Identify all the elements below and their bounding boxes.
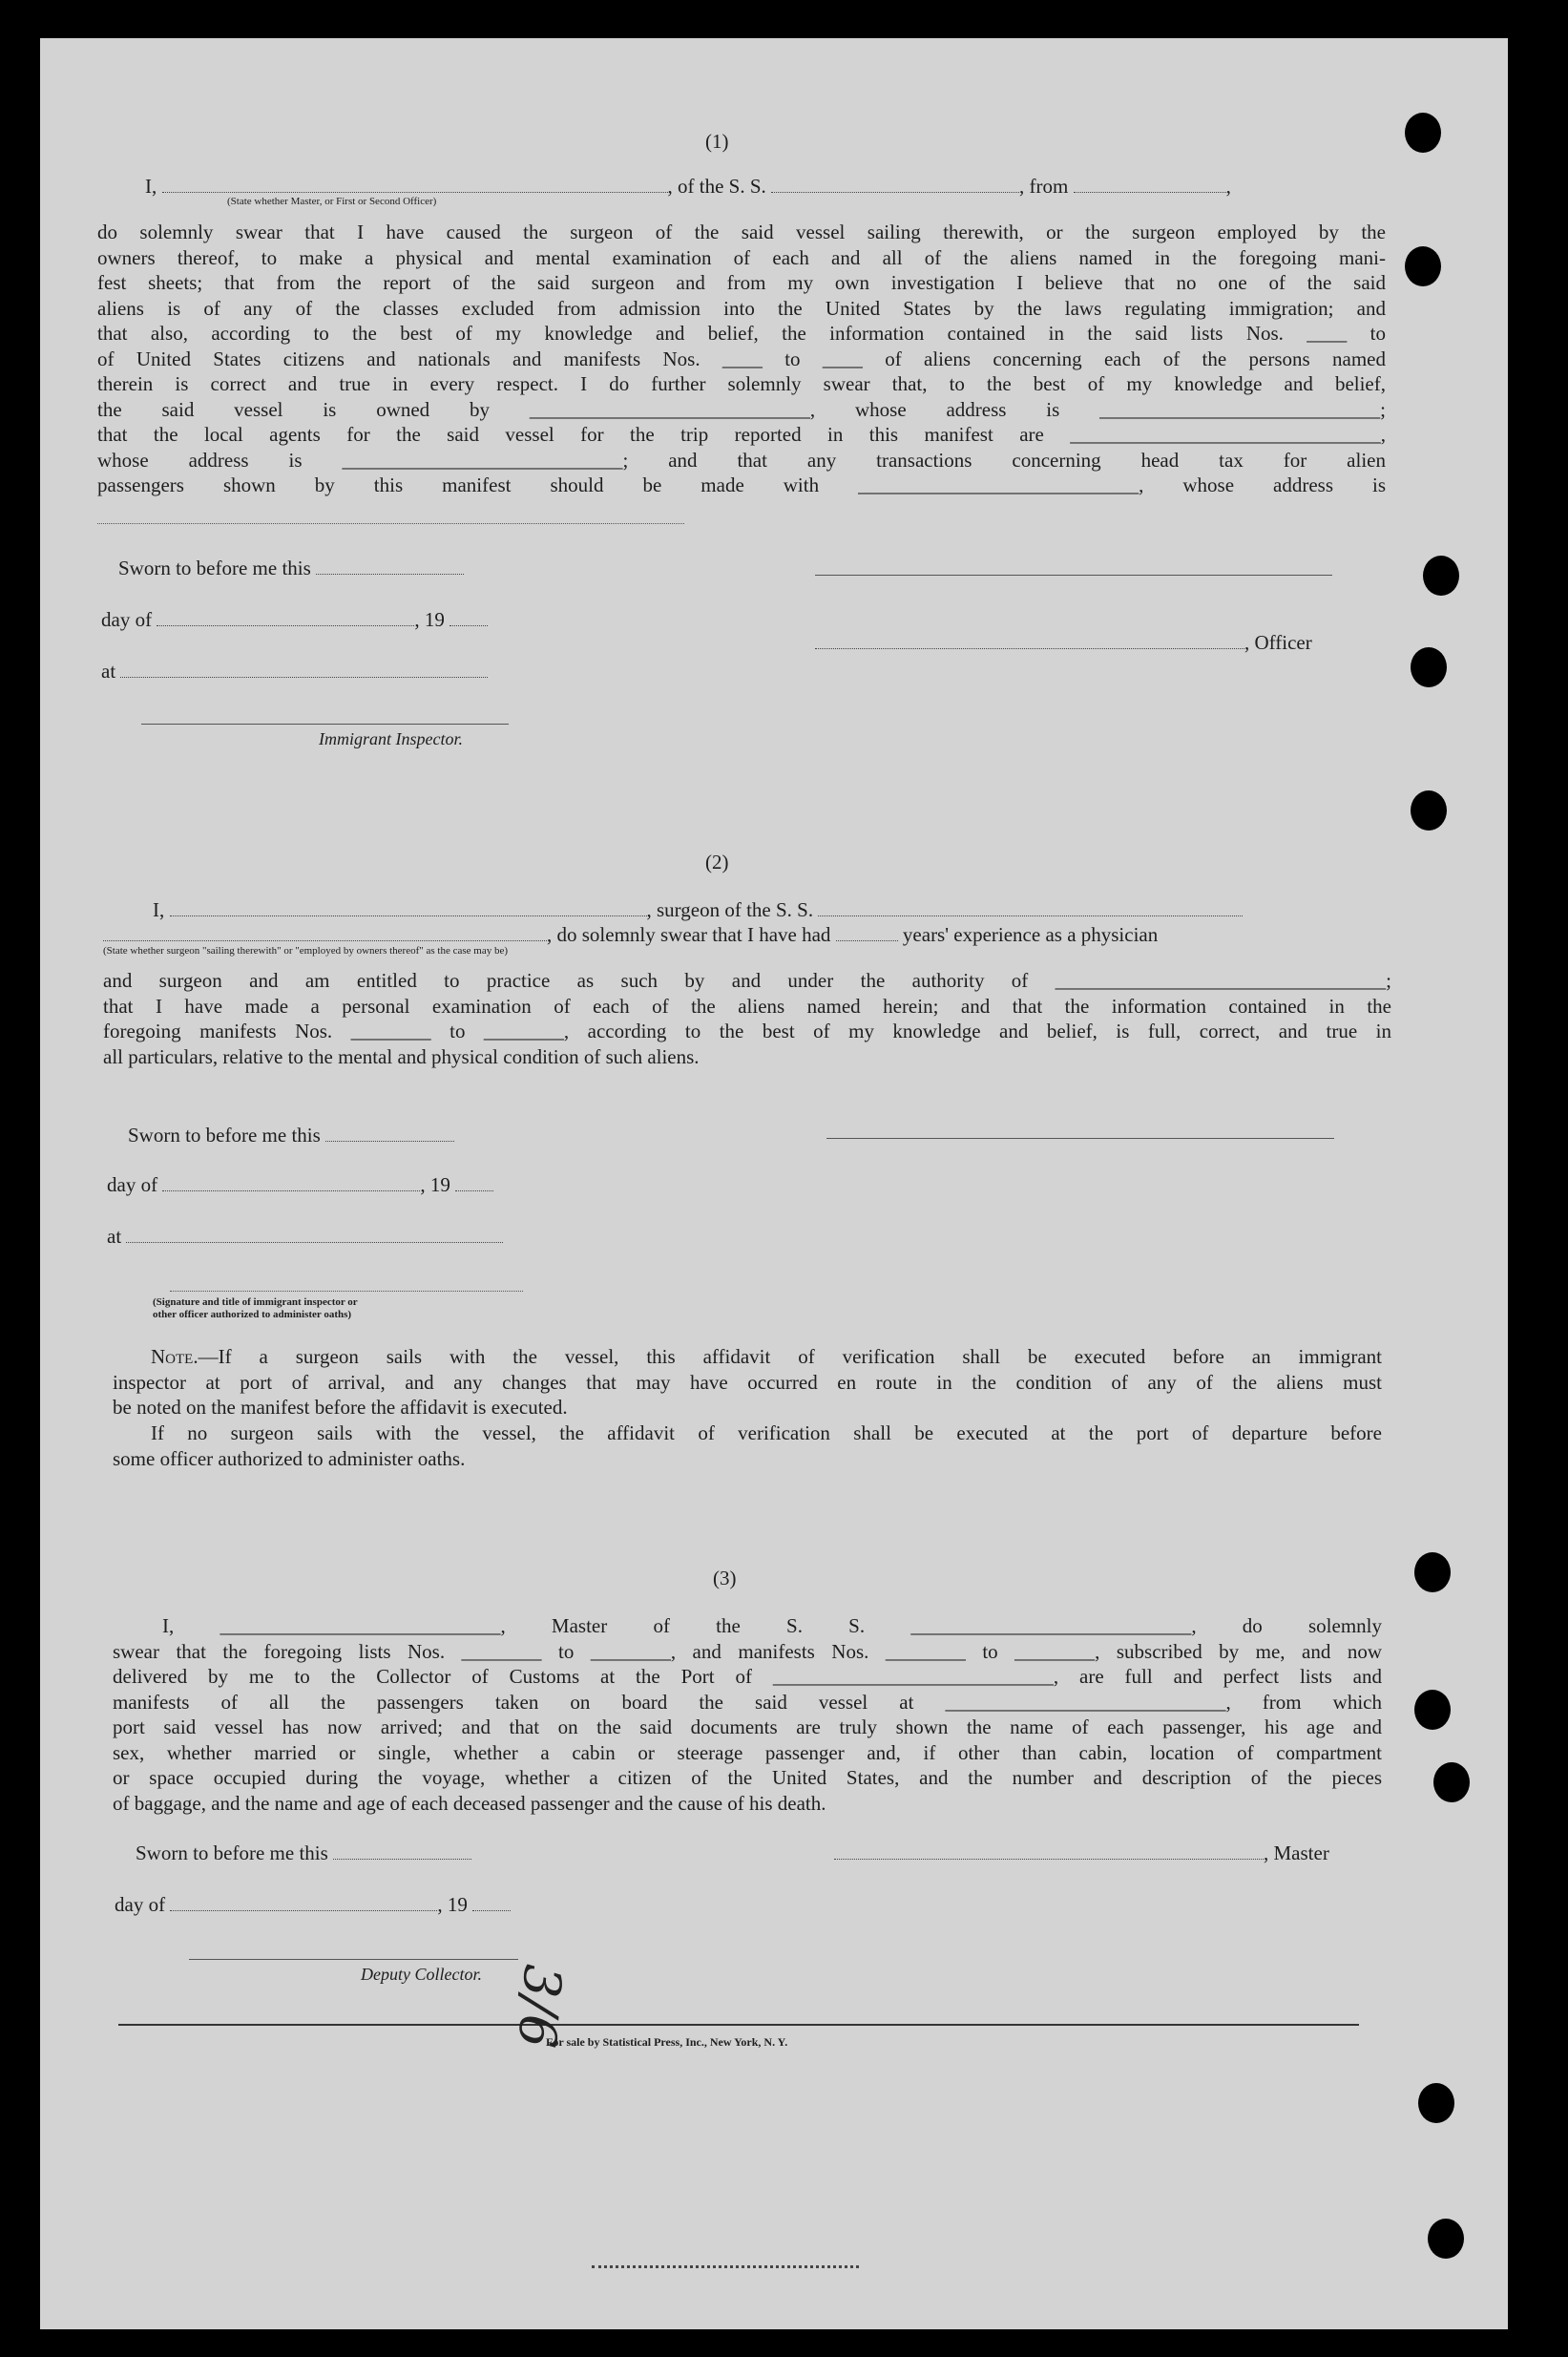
officer-signature-blank[interactable] bbox=[815, 647, 1244, 649]
punch-hole bbox=[1411, 790, 1447, 831]
section-2-surgeon-line: I, , surgeon of the S. S. bbox=[153, 897, 1243, 922]
s3-day-of-blank[interactable] bbox=[170, 1909, 437, 1911]
punch-hole bbox=[1405, 246, 1441, 286]
section-2-experience-line: , do solemnly swear that I have had years' experience as a physician bbox=[103, 922, 1158, 947]
year-blank[interactable] bbox=[449, 624, 488, 626]
section-1-at-line: at bbox=[101, 659, 488, 684]
s2-day-of-blank[interactable] bbox=[162, 1189, 420, 1191]
section-3-sworn-line: Sworn to before me this bbox=[136, 1841, 471, 1865]
section-2-note: Note.—If a surgeon sails with the vessel, this affidavit of verification shall be executed before an immigrant inspector at port of arrival, and any changes that may have occurred en route in the condition of any of the aliens must be noted on the manifest before the affidavit is executed. bbox=[113, 1345, 1382, 1419]
s2-at-place-blank[interactable] bbox=[126, 1241, 503, 1243]
section-1-address-continuation-line[interactable] bbox=[97, 523, 684, 524]
section-1-day-line: day of , 19 bbox=[101, 607, 488, 632]
collector-signature-line[interactable] bbox=[189, 1959, 518, 1960]
s2-year-blank[interactable] bbox=[455, 1189, 493, 1191]
punch-hole bbox=[1423, 556, 1459, 596]
inspector-signature-line[interactable] bbox=[141, 724, 509, 725]
master-signature-blank[interactable] bbox=[834, 1858, 1264, 1860]
section-2-signature-line[interactable] bbox=[826, 1138, 1334, 1139]
punch-hole bbox=[1418, 2083, 1454, 2123]
day-of-blank[interactable] bbox=[157, 624, 414, 626]
vessel-name-blank[interactable] bbox=[771, 191, 1019, 193]
section-2-inspector-signature-line[interactable] bbox=[170, 1291, 523, 1292]
s3-sworn-date-blank[interactable] bbox=[333, 1858, 471, 1860]
section-1-signature-line[interactable] bbox=[815, 575, 1332, 576]
printer-footer: For sale by Statistical Press, Inc., New York, N. Y. bbox=[546, 2035, 788, 2049]
section-3-number: (3) bbox=[713, 1567, 737, 1589]
inspector-caption: Immigrant Inspector. bbox=[319, 729, 463, 748]
bottom-dotted-line bbox=[592, 2249, 859, 2274]
section-2-note-2: If no surgeon sails with the vessel, the affidavit of verification shall be executed at the port of departure before some officer authorized to administer oaths. bbox=[113, 1421, 1382, 1470]
section-2-number: (2) bbox=[705, 851, 729, 873]
s3-year-blank[interactable] bbox=[472, 1909, 511, 1911]
surgeon-status-blank[interactable] bbox=[103, 939, 547, 941]
at-place-blank[interactable] bbox=[120, 676, 488, 678]
punch-hole bbox=[1433, 1762, 1470, 1802]
section-2-day-line: day of , 19 bbox=[107, 1172, 493, 1197]
form-page bbox=[40, 38, 1508, 2329]
section-3-master-signature: , Master bbox=[834, 1841, 1329, 1865]
s2-sworn-date-blank[interactable] bbox=[325, 1140, 454, 1142]
section-1-body: do solemnly swear that I have caused the surgeon of the said vessel sailing therewith, or the surgeon employed by the owners thereof, to make a physical and mental examination of each and all of the aliens named in the foregoing mani- fest sheets; that from the report of the said surgeon and from my own investigation I believe that no one of the said aliens is of any of the classes excluded from admission into the United States by the laws regulating immigration; and that also, according to the best of my knowledge and belief, the information contained in the said lists Nos. ____ to of United States citizens and nationals and manifests Nos. ____ to ____ of aliens concerning each of the persons named therein is correct and true in every respect. I do further solemnly swear that, to the best of my knowledge and belief, the said vessel is owned by ____________________________, whose address is ____________________________; that the local agents for the said vessel for the trip reported in this manifest are _______________________________, whose address is ____________________________; and that any transactions concerning head tax for alien passengers shown by this manifest should be made with ____________________________, whose address is bbox=[97, 221, 1386, 496]
section-1-number: (1) bbox=[705, 130, 729, 153]
section-2-body: and surgeon and am entitled to practice as such by and under the authority of _________________________________; that I have made a personal examination of each of the aliens named herein; and that the information contained in the foregoing manifests Nos. ________ to ________, according to the best of my knowledge and belief, is full, correct, and true in all particulars, relative to the mental and physical condition of such aliens. bbox=[103, 969, 1391, 1068]
section-1-officer-signature: , Officer bbox=[815, 630, 1312, 655]
punch-hole bbox=[1414, 1690, 1451, 1730]
sworn-date-blank[interactable] bbox=[316, 573, 464, 575]
punch-hole bbox=[1414, 1552, 1451, 1592]
section-2-surgeon-note: (State whether surgeon "sailing therewith" or "employed by owners thereof" as the case may be) bbox=[103, 945, 509, 957]
section-1-officer-note: (State whether Master, or First or Second Officer) bbox=[227, 196, 437, 207]
section-2-at-line: at bbox=[107, 1224, 503, 1249]
section-1-officer-line: I, , of the S. S. , from , bbox=[145, 175, 1231, 198]
signature-note-line-1: (Signature and title of immigrant inspector or bbox=[153, 1296, 358, 1308]
surgeon-name-blank[interactable] bbox=[170, 915, 647, 916]
signature-note-line-2: other officer authorized to administer oaths) bbox=[153, 1309, 352, 1320]
footer-rule bbox=[118, 2024, 1359, 2026]
section-3-body: I, ____________________________, Master of the S. S. ____________________________, do solemnly swear that the foregoing lists Nos. ________ to ________, and manifests Nos. ________ to ________, subscribed by me, and now delivered by me to the Collector of Customs at the Port of ____________________________, are full and perfect lists and manifests of all the passengers taken on board the said vessel at ____________________________, from which port said vessel has now arrived; and that on the said documents are truly shown the name of each passenger, his age and sex, whether married or single, whether a cabin or steerage passenger and, if other than cabin, location of compartment or space occupied during the voyage, whether a citizen of the United States, and the number and description of the pieces of baggage, and the name and age of each deceased passenger and the cause of his death. bbox=[113, 1614, 1382, 1815]
collector-caption: Deputy Collector. bbox=[361, 1965, 482, 1984]
punch-hole bbox=[1405, 113, 1441, 153]
section-3-day-line: day of , 19 bbox=[115, 1892, 511, 1917]
punch-hole bbox=[1428, 2219, 1464, 2259]
officer-name-blank[interactable] bbox=[162, 191, 668, 193]
surgeon-vessel-blank[interactable] bbox=[818, 915, 1243, 916]
punch-hole bbox=[1411, 647, 1447, 687]
handwritten-mark: 3/6 bbox=[506, 1962, 574, 2051]
section-1-sworn-line: Sworn to before me this bbox=[118, 556, 464, 580]
from-port-blank[interactable] bbox=[1074, 191, 1226, 193]
section-2-sworn-line: Sworn to before me this bbox=[128, 1123, 454, 1147]
years-experience-blank[interactable] bbox=[836, 939, 898, 941]
